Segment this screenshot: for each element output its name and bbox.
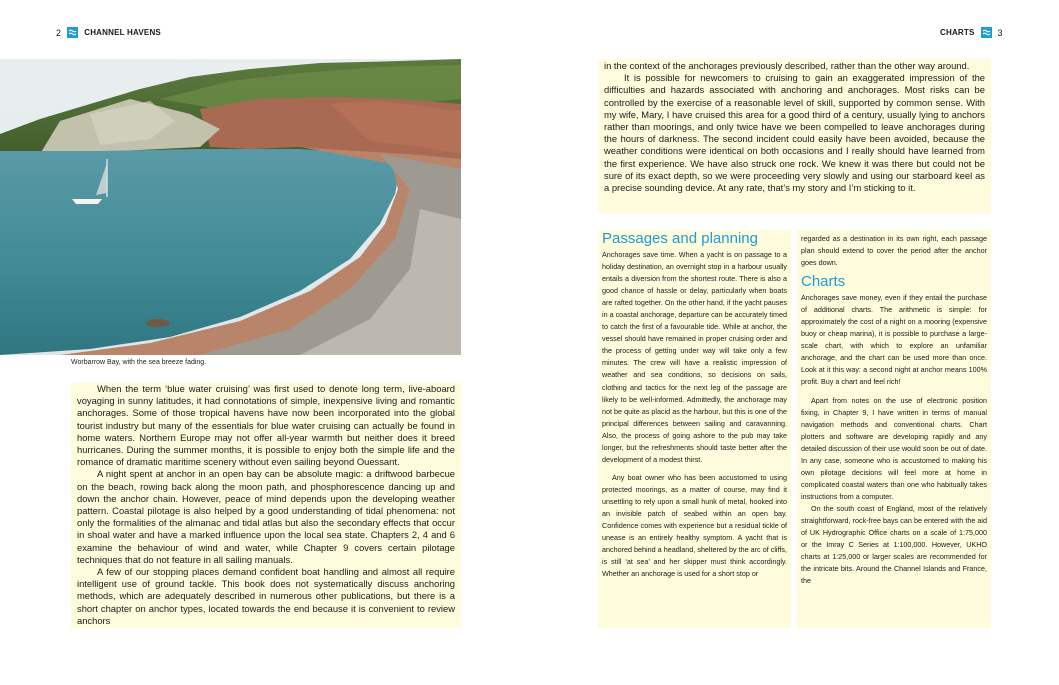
left-page-number: 2 [56, 27, 62, 38]
left-running-title: CHANNEL HAVENS [84, 28, 161, 37]
right-running-header [940, 27, 1003, 38]
paragraph: When the term ‘blue water cruising’ was first used to denote long term, live-aboard voyaging in sunny latitudes, it had connotations of simple, inexpensive living and romantic anchorages. Some of those tropical havens have now been incorporated into the global tourist industry but many of the essentials for blue water cruising can actually be found in home waters. Northern Europe may not offer all-year warmth but neither does it breed hurricanes. During the summer months, it is possible to enjoy both the simple life and the romance of dramatic maritime scenery without even sailing beyond Ouessant. [77, 383, 455, 468]
waves-logo-icon [67, 27, 78, 38]
charts-column [797, 230, 991, 628]
passages-column [598, 230, 791, 628]
waves-logo-icon [981, 27, 992, 38]
paragraph: A few of our stopping places demand confident boat handling and almost all require intelligent use of ground tackle. This book does not systematically discuss anchoring methods, which are adequately described in numerous other publications, but there is a short chapter on anchor types, located towards the end because it is convenient to review anchors [77, 566, 455, 626]
left-running-header [56, 27, 161, 38]
right-running-title: CHARTS [940, 28, 975, 37]
section-heading-passages: Passages and planning [602, 230, 758, 247]
right-top-text [598, 59, 991, 213]
paragraph: It is possible for newcomers to cruising to gain an exaggerated impression of the difficulties and hazards associated with anchoring and anchorages. Most risks can be controlled by the exercise of a reasonable level of skill, supported by common sense. With my wife, Mary, I have cruised this area for a good third of a century, usually lying to anchors rather than moorings, and only twice have we been compelled to leave anchorages during the hours of darkness. The second incident could easily have been avoided, because the weather conditions were identical on both occasions and I really should have learned from the first experience. We have also struck one rock. We knew it was there but could not be sure of its exact depth, so we were proceeding very slowly and using our starboard keel as a precise sounding device. At any rate, that’s my story and I’m sticking to it. [604, 72, 985, 194]
paragraph: A night spent at anchor in an open bay can be absolute magic: a driftwood barbecue on the beach, rowing back along the moon path, and phosphorescence dancing up and down the anchor chain. However, peace of mind depends upon the developing weather pattern. Coastal pilotage is also helped by a good understanding of tidal phenomena: not only the formalities of the almanac and tidal atlas but also the secondary effects that occur in shoal water and have a marked influence upon the local sea state. Chapters 2, 4 and 6 examine the behaviour of wind and water, while Chapter 9 covers certain pilotage techniques that do not feature in all sailing manuals. [77, 468, 455, 565]
paragraph: Apart from notes on the use of electronic position fixing, in Chapter 9, I have written in terms of manual navigation methods and conventional charts. Chart plotters and software are developing rapidly and any detailed discussion of their use would soon be out of date. In any case, someone who is accustomed to making his own pilotage decisions will feel more at home in complicated coastal waters than one who habitually takes instructions from a computer. [801, 395, 987, 501]
right-page-number: 3 [997, 27, 1003, 38]
paragraph: On the south coast of England, most of the relatively straightforward, rock-free bays can be entered with the aid of UK Hydrographic Office charts on a scale of 1:75,000 or the Imray C Series at 1:100,000. However, UKHO charts at 1:25,000 or larger scales are recommended for the intricate bits. Around the Channel Islands and France, the [801, 503, 987, 586]
left-body-text [71, 383, 461, 628]
photo-caption: Worbarrow Bay, with the sea breeze fading. [71, 359, 207, 366]
paragraph: Any boat owner who has been accustomed to using protected moorings, as a matter of course, may find it unsettling to rely upon a small hunk of metal, hooked into an invisible patch of seabed within an open bay. Confidence comes with experience but a residual tickle of unease is an entirely healthy symptom. A yacht that is anchored behind a headland, sheltered by the arc of cliffs, is still ‘at sea’ and her skipper must think accordingly. Whether an anchorage is used for a short stop or [602, 472, 787, 579]
bay-photo [0, 59, 461, 355]
section-heading-charts: Charts [801, 273, 846, 291]
paragraph: Anchorages save money, even if they entail the purchase of additional charts. The arithmetic is simple: for approximately the cost of a night on a mooring (expensive buoy or cheap marina), it is possible to purchase a large-scale chart, with which to explore an unfamiliar anchorage, and the chart can be used more than once. Look at it this way: a second night at anchor means 100% profit. Buy a chart and feel rich! [801, 293, 987, 387]
paragraph: in the context of the anchorages previously described, rather than the other way around. [604, 60, 970, 71]
paragraph: Anchorages save time. When a yacht is on passage to a holiday destination, an overnight stop in a harbour usually entails a diversion from the shortest route. There is also a good chance of hassle or delay, particularly when boats are rafted together. On the other hand, if the yacht pauses in a coastal anchorage, departure can be accurately timed to catch the first of a favourable tide. While at anchor, the vessel should have remained in proper cruising order and the process of getting under way will take only a few minutes. The crew will have a realistic impression of weather and sea conditions, so decisions on sails, clothing and tactics for the next leg of the passage are likely to be well-informed. Admittedly, the anchorage may not be quite as placid as the harbour, but this is one of the principal differences between sailing and caravanning. Also, the process of going ashore to the pub may take longer, but the refreshments should taste better after the development of a modest thirst. [602, 250, 787, 464]
paragraph: regarded as a destination in its own right, each passage plan should extend to cover the period after the anchor goes down. [801, 234, 987, 268]
